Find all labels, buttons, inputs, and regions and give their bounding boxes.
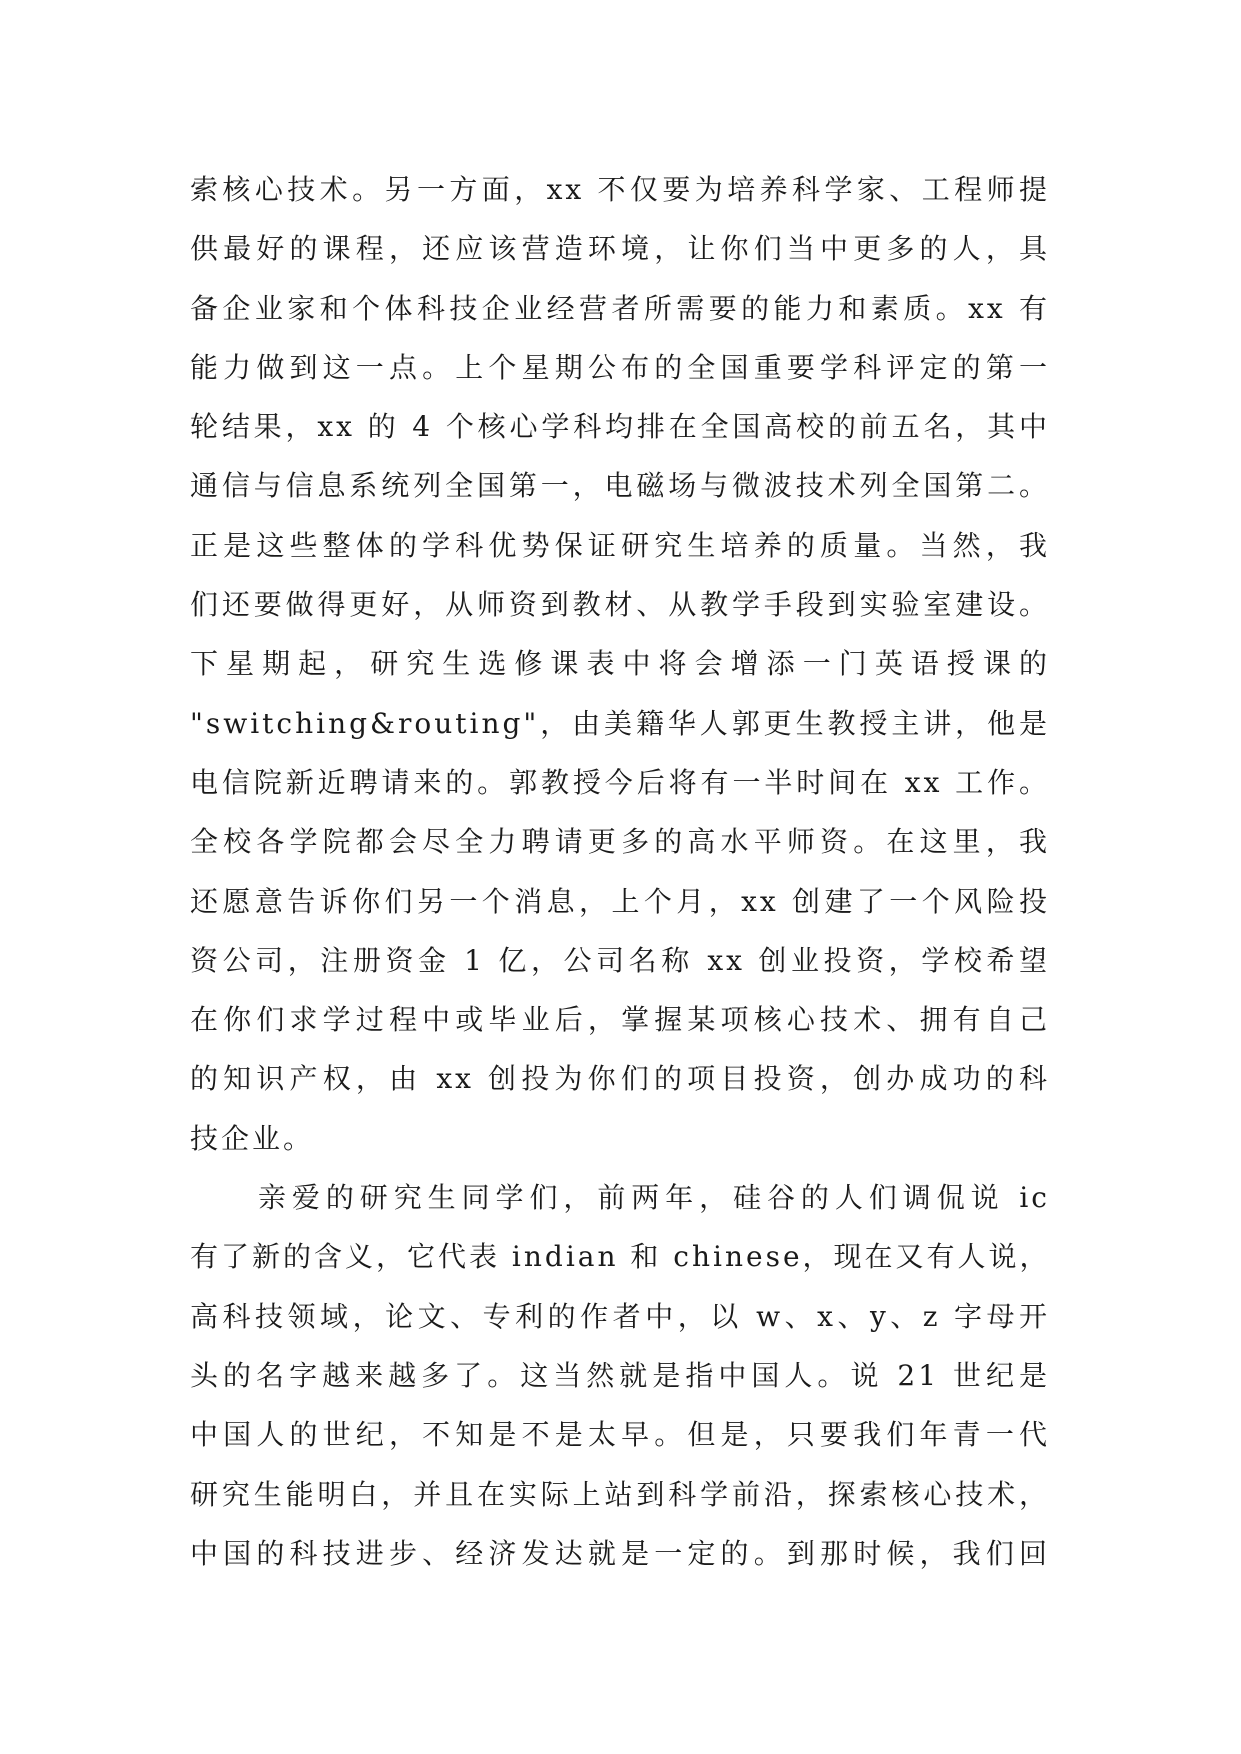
text-line: 供最好的课程，还应该营造环境，让你们当中更多的人，具 bbox=[190, 232, 1050, 266]
text-line: 下星期起，研究生选修课表中将会增添一门英语授课的 bbox=[190, 647, 1050, 681]
text-line: 电信院新近聘请来的。郭教授今后将有一半时间在 xx 工作。 bbox=[190, 765, 1050, 799]
body-text bbox=[190, 160, 1050, 1583]
text-line: 在你们求学过程中或毕业后，掌握某项核心技术、拥有自己 bbox=[190, 1003, 1050, 1037]
text-line: 有了新的含义，它代表 indian 和 chinese，现在又有人说， bbox=[190, 1240, 1051, 1274]
text-line: 索核心技术。另一方面，xx 不仅要为培养科学家、工程师提 bbox=[190, 173, 1050, 206]
text-line: 头的名字越来越多了。这当然就是指中国人。说 21 世纪是 bbox=[190, 1358, 1050, 1392]
text-line: 高科技领域，论文、专利的作者中，以 w、x、y、z 字母开 bbox=[190, 1299, 1050, 1333]
text-line: 研究生能明白，并且在实际上站到科学前沿，探索核心技术， bbox=[190, 1477, 1050, 1511]
text-line: 亲爱的研究生同学们，前两年，硅谷的人们调侃说 ic bbox=[258, 1181, 1050, 1215]
text-line: "switching&routing"，由美籍华人郭更生教授主讲，他是 bbox=[190, 706, 1050, 740]
text-line: 备企业家和个体科技企业经营者所需要的能力和素质。xx 有 bbox=[190, 291, 1050, 325]
text-line: 通信与信息系统列全国第一，电磁场与微波技术列全国第二。 bbox=[190, 469, 1050, 503]
text-line: 轮结果，xx 的 4 个核心学科均排在全国高校的前五名，其中 bbox=[190, 410, 1050, 444]
text-line: 中国的科技进步、经济发达就是一定的。到那时候，我们回 bbox=[190, 1536, 1050, 1570]
text-line: 技企业。 bbox=[190, 1121, 315, 1155]
text-line: 能力做到这一点。上个星期公布的全国重要学科评定的第一 bbox=[190, 350, 1050, 384]
text-line: 中国人的世纪，不知是不是太早。但是，只要我们年青一代 bbox=[190, 1418, 1050, 1452]
text-line: 的知识产权，由 xx 创投为你们的项目投资，创办成功的科 bbox=[190, 1062, 1050, 1096]
text-line: 们还要做得更好，从师资到教材、从教学手段到实验室建设。 bbox=[190, 588, 1050, 622]
text-line: 全校各学院都会尽全力聘请更多的高水平师资。在这里，我 bbox=[190, 825, 1050, 859]
text-line: 资公司，注册资金 1 亿，公司名称 xx 创业投资，学校希望 bbox=[190, 943, 1050, 977]
text-line: 正是这些整体的学科优势保证研究生培养的质量。当然，我 bbox=[190, 528, 1050, 562]
text-line: 还愿意告诉你们另一个消息，上个月，xx 创建了一个风险投 bbox=[190, 884, 1050, 918]
